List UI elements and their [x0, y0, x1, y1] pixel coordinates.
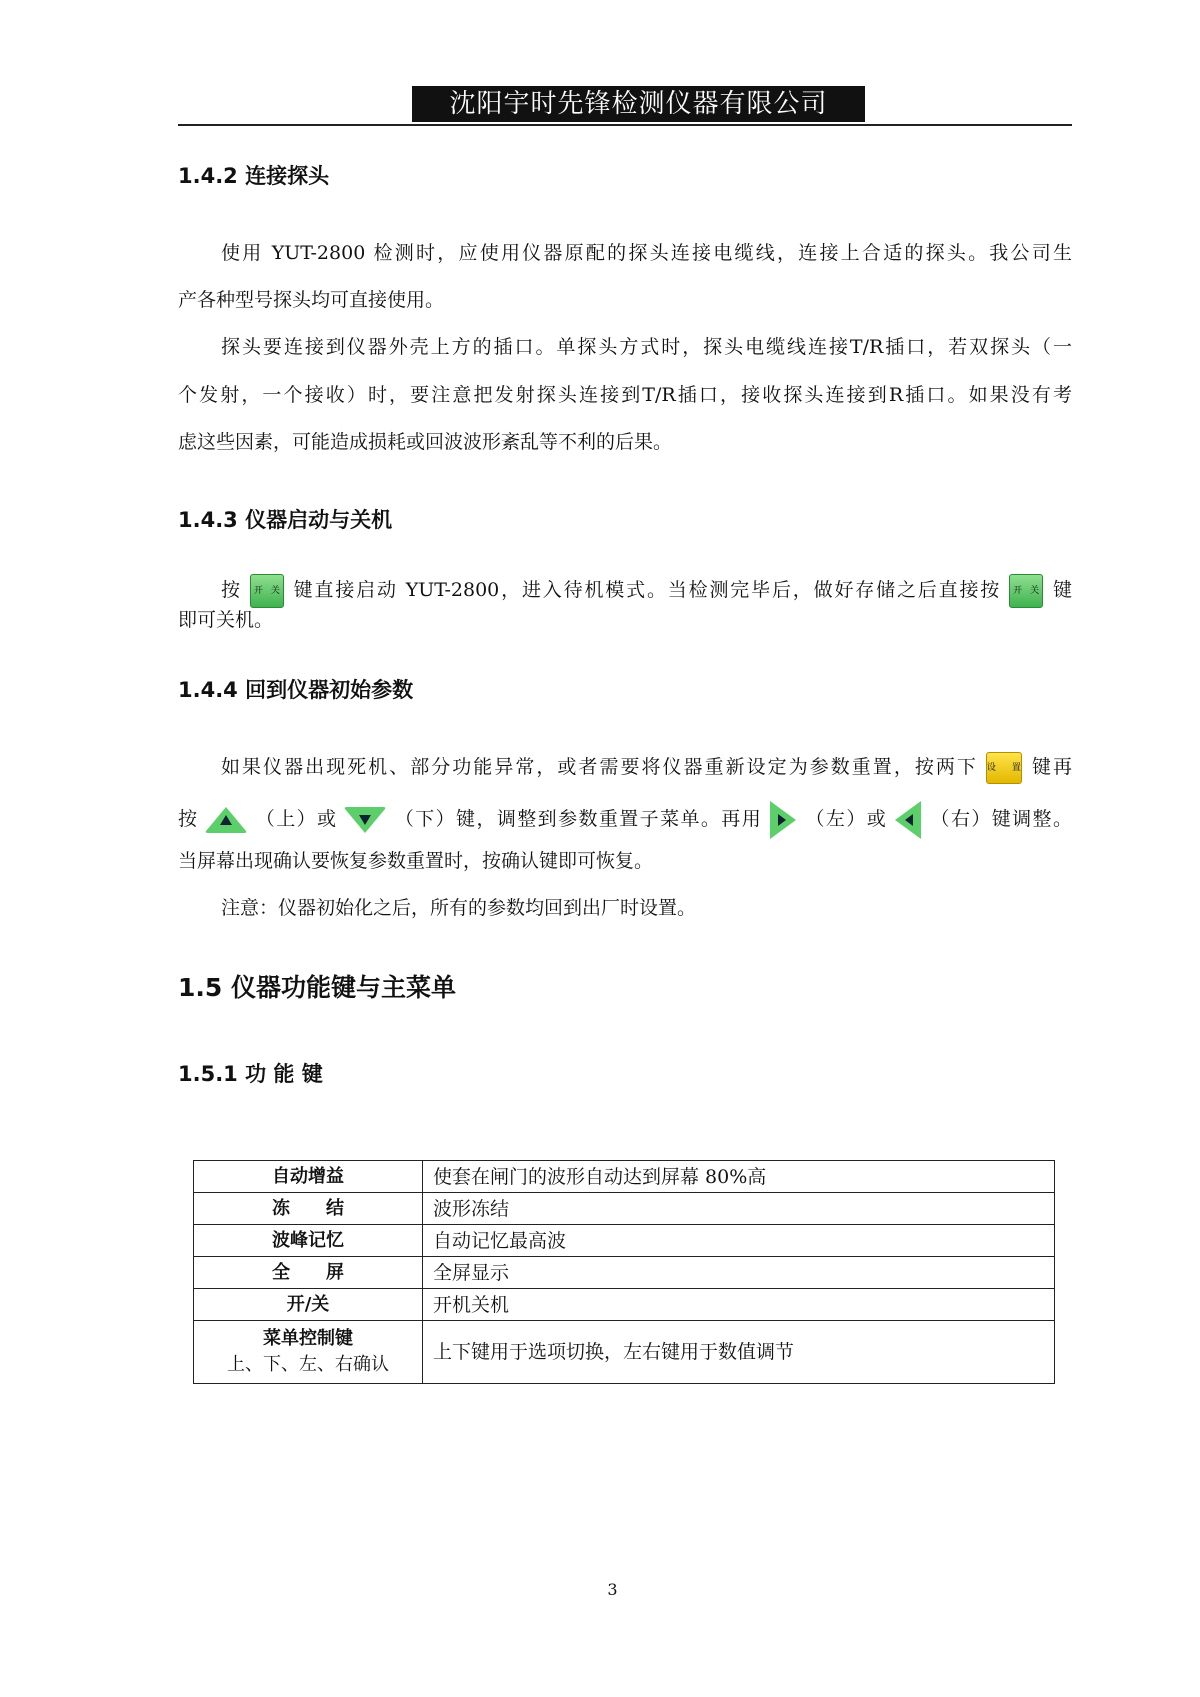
- paragraph-line: 使用 YUT-2800 检测时，应使用仪器原配的探头连接电缆线，连接上合适的探头。我公司生: [221, 242, 1072, 264]
- key-label: 关: [270, 586, 280, 596]
- text: 键直接启动 YUT-2800，进入待机模式。当检测完毕后，做好存储之后直接按: [291, 579, 1002, 601]
- text: 按: [221, 579, 242, 601]
- key-label: 开: [1013, 586, 1023, 596]
- table-row: [194, 1225, 1055, 1257]
- company-header: 沈阳宇时先锋检测仪器有限公司: [412, 86, 865, 122]
- table-row: [194, 1257, 1055, 1289]
- settings-key-icon: 设置: [986, 752, 1022, 784]
- text: （下）键，调整到参数重置子菜单。再用: [393, 808, 763, 830]
- heading-1-4-3: 1.4.3 仪器启动与关机: [178, 508, 393, 532]
- table-row: [194, 1321, 1055, 1384]
- key-name: 冻 结: [194, 1193, 423, 1225]
- table-row: [194, 1161, 1055, 1193]
- key-label: 关: [1030, 586, 1040, 596]
- key-label: 开: [253, 586, 263, 596]
- key-name: 开/关: [194, 1289, 423, 1321]
- key-description: 波形冻结: [423, 1193, 1055, 1225]
- key-name: 自动增益: [194, 1161, 423, 1193]
- down-key-icon: [343, 805, 387, 835]
- power-key-icon: [250, 574, 284, 608]
- key-name-line: 菜单控制键: [263, 1328, 353, 1349]
- left-key-icon: [893, 799, 923, 841]
- text: 键再: [1029, 756, 1072, 778]
- paragraph-line: [221, 574, 1072, 608]
- key-name-line: 上、下、左、右确认: [227, 1354, 389, 1375]
- text: （上）或: [254, 808, 338, 830]
- key-description: 自动记忆最高波: [423, 1225, 1055, 1257]
- paragraph-line: 当屏幕出现确认要恢复参数重置时，按确认键即可恢复。: [178, 850, 654, 872]
- table-row: [194, 1289, 1055, 1321]
- text: 如果仪器出现死机、部分功能异常，或者需要将仪器重新设定为参数重置，按两下: [221, 756, 978, 778]
- key-description: 使套在闸门的波形自动达到屏幕 80%高: [423, 1161, 1055, 1193]
- heading-1-5-1: 1.5.1 功 能 键: [178, 1062, 323, 1086]
- heading-1-5: 1.5 仪器功能键与主菜单: [178, 973, 456, 1002]
- text: 按: [178, 808, 199, 830]
- paragraph-line: [178, 799, 1072, 841]
- function-keys-table: [193, 1160, 1055, 1384]
- heading-1-4-2: 1.4.2 连接探头: [178, 164, 330, 188]
- key-name: 全 屏: [194, 1257, 423, 1289]
- paragraph-line: 即可关机。: [178, 609, 274, 631]
- paragraph-line: 探头要连接到仪器外壳上方的插口。单探头方式时，探头电缆线连接T/R插口，若双探头（一: [221, 336, 1072, 358]
- note-line: 注意：仪器初始化之后，所有的参数均回到出厂时设置。: [221, 897, 697, 919]
- text: 键: [1051, 579, 1072, 601]
- paragraph-line: 个发射，一个接收）时，要注意把发射探头连接到T/R插口，接收探头连接到R插口。如果没有考: [178, 384, 1072, 406]
- text: （右）键调整。: [929, 808, 1072, 830]
- key-name: [194, 1321, 423, 1384]
- power-key-icon: [1009, 574, 1043, 608]
- paragraph-line: [221, 752, 1072, 784]
- table-row: [194, 1193, 1055, 1225]
- up-key-icon: [204, 805, 248, 835]
- header-rule: [178, 124, 1072, 126]
- key-description: 上下键用于选项切换，左右键用于数值调节: [423, 1321, 1055, 1384]
- right-key-icon: [768, 799, 798, 841]
- page-number: 3: [607, 1580, 618, 1599]
- key-description: 全屏显示: [423, 1257, 1055, 1289]
- paragraph-line: 产各种型号探头均可直接使用。: [178, 289, 445, 311]
- key-name: 波峰记忆: [194, 1225, 423, 1257]
- key-description: 开机关机: [423, 1289, 1055, 1321]
- text: （左）或: [804, 808, 888, 830]
- paragraph-line: 虑这些因素，可能造成损耗或回波波形紊乱等不利的后果。: [178, 431, 673, 453]
- heading-1-4-4: 1.4.4 回到仪器初始参数: [178, 678, 414, 702]
